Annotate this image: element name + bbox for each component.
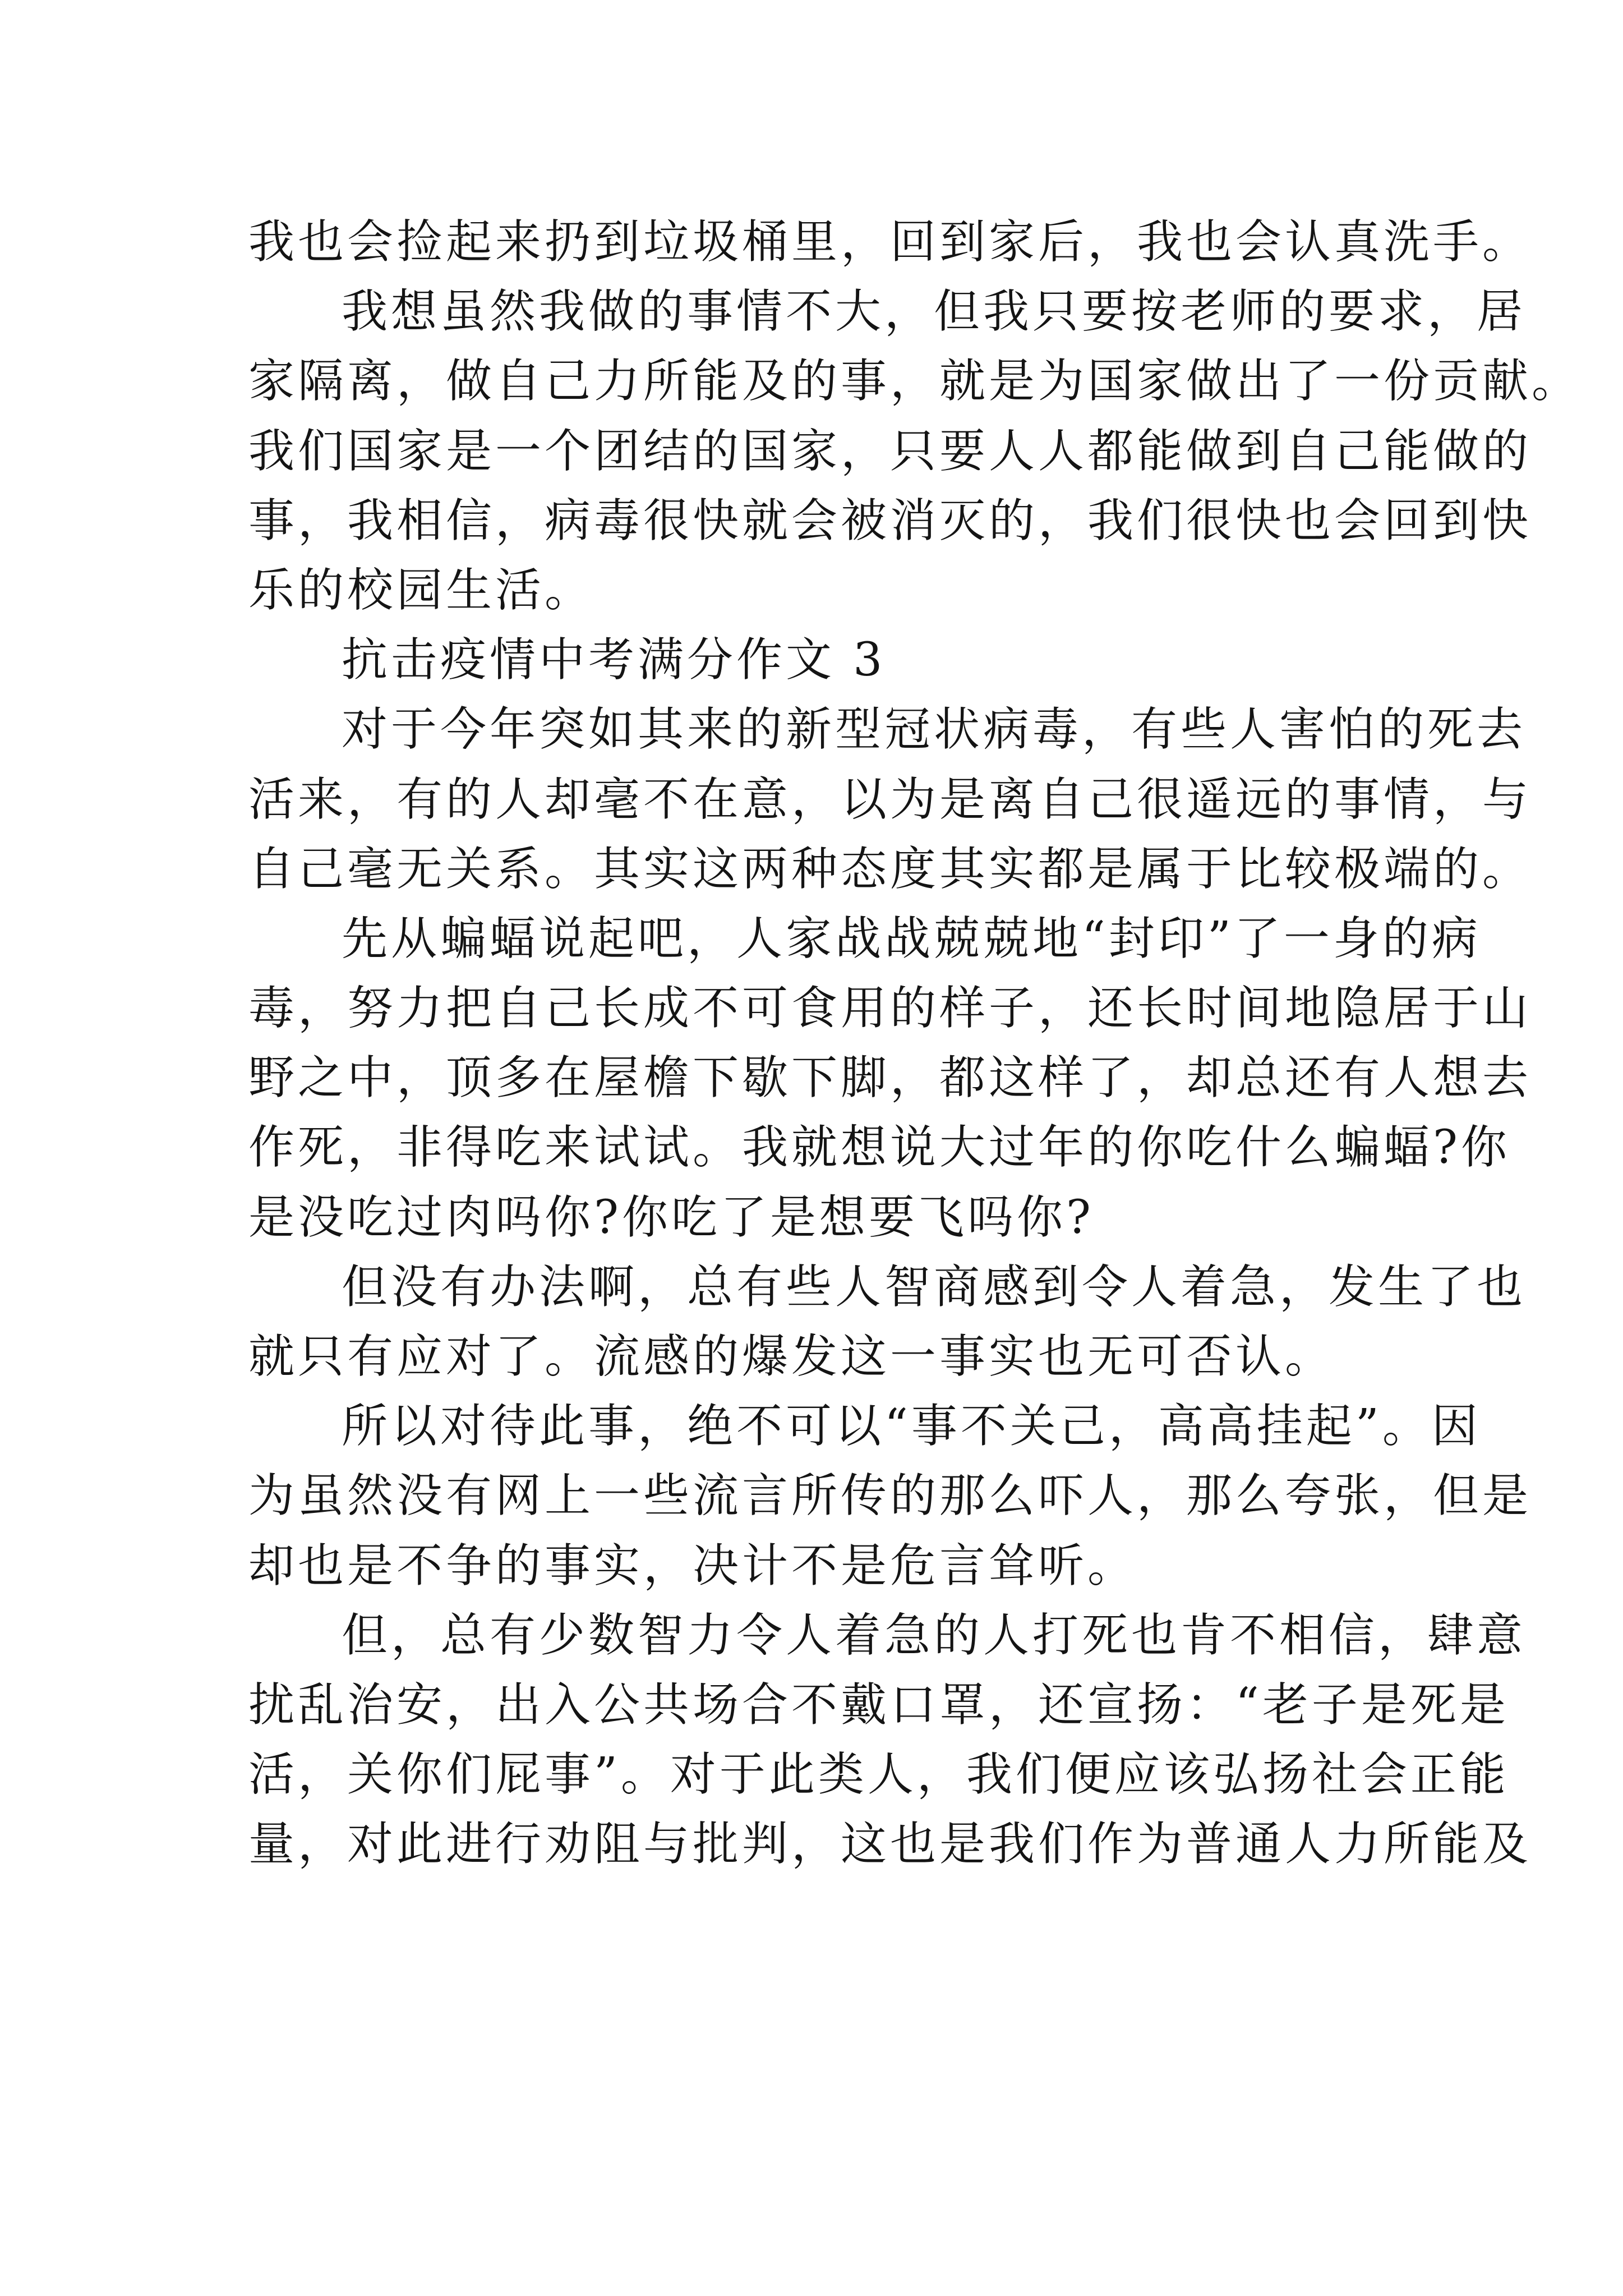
text-line: 自己毫无关系。其实这两种态度其实都是属于比较极端的。 bbox=[248, 842, 1532, 896]
text-line: 作死，非得吃来试试。我就想说大过年的你吃什么蝙蝠?你 bbox=[248, 1121, 1510, 1175]
text-line: 我也会捡起来扔到垃圾桶里，回到家后，我也会认真洗手。 bbox=[248, 215, 1532, 269]
text-line: 但，总有少数智力令人着急的人打死也肯不相信，肆意 bbox=[342, 1608, 1527, 1662]
text-line: 为虽然没有网上一些流言所传的那么吓人，那么夸张，但是 bbox=[248, 1469, 1532, 1523]
text-line: 对于今年突如其来的新型冠状病毒，有些人害怕的死去 bbox=[342, 703, 1527, 757]
text-line: 量，对此进行劝阻与批判，这也是我们作为普通人力所能及 bbox=[248, 1818, 1532, 1871]
text-line: 家隔离，做自己力所能及的事，就是为国家做出了一份贡献。 bbox=[248, 355, 1581, 408]
text-line: 乐的校园生活。 bbox=[248, 563, 594, 617]
section-heading: 抗击疫情中考满分作文 3 bbox=[342, 633, 886, 687]
text-line: 所以对待此事，绝不可以“事不关己，高高挂起”。因 bbox=[342, 1400, 1481, 1453]
text-line: 先从蝙蝠说起吧，人家战战兢兢地“封印”了一身的病 bbox=[342, 912, 1481, 965]
text-line: 事，我相信，病毒很快就会被消灭的，我们很快也会回到快 bbox=[248, 494, 1532, 547]
essay-body bbox=[248, 208, 1581, 1880]
text-line: 野之中，顶多在屋檐下歇下脚，都这样了，却总还有人想去 bbox=[248, 1051, 1532, 1105]
text-line: 但没有办法啊，总有些人智商感到令人着急，发生了也 bbox=[342, 1260, 1527, 1314]
text-line: 是没吃过肉吗你?你吃了是想要飞吗你? bbox=[248, 1190, 1094, 1244]
text-line: 我们国家是一个团结的国家，只要人人都能做到自己能做的 bbox=[248, 424, 1532, 478]
text-line: 扰乱治安，出入公共场合不戴口罩，还宣扬：“老子是死是 bbox=[248, 1678, 1509, 1732]
text-line: 我想虽然我做的事情不大，但我只要按老师的要求，居 bbox=[342, 285, 1527, 339]
text-line: 活来，有的人却毫不在意，以为是离自己很遥远的事情，与 bbox=[248, 772, 1532, 826]
text-line: 活，关你们屁事”。对于此类人，我们便应该弘扬社会正能 bbox=[248, 1748, 1509, 1802]
text-line: 毒，努力把自己长成不可食用的样子，还长时间地隐居于山 bbox=[248, 982, 1532, 1036]
text-line: 就只有应对了。流感的爆发这一事实也无可否认。 bbox=[248, 1330, 1335, 1383]
text-line: 却也是不争的事实，决计不是危言耸听。 bbox=[248, 1539, 1137, 1593]
